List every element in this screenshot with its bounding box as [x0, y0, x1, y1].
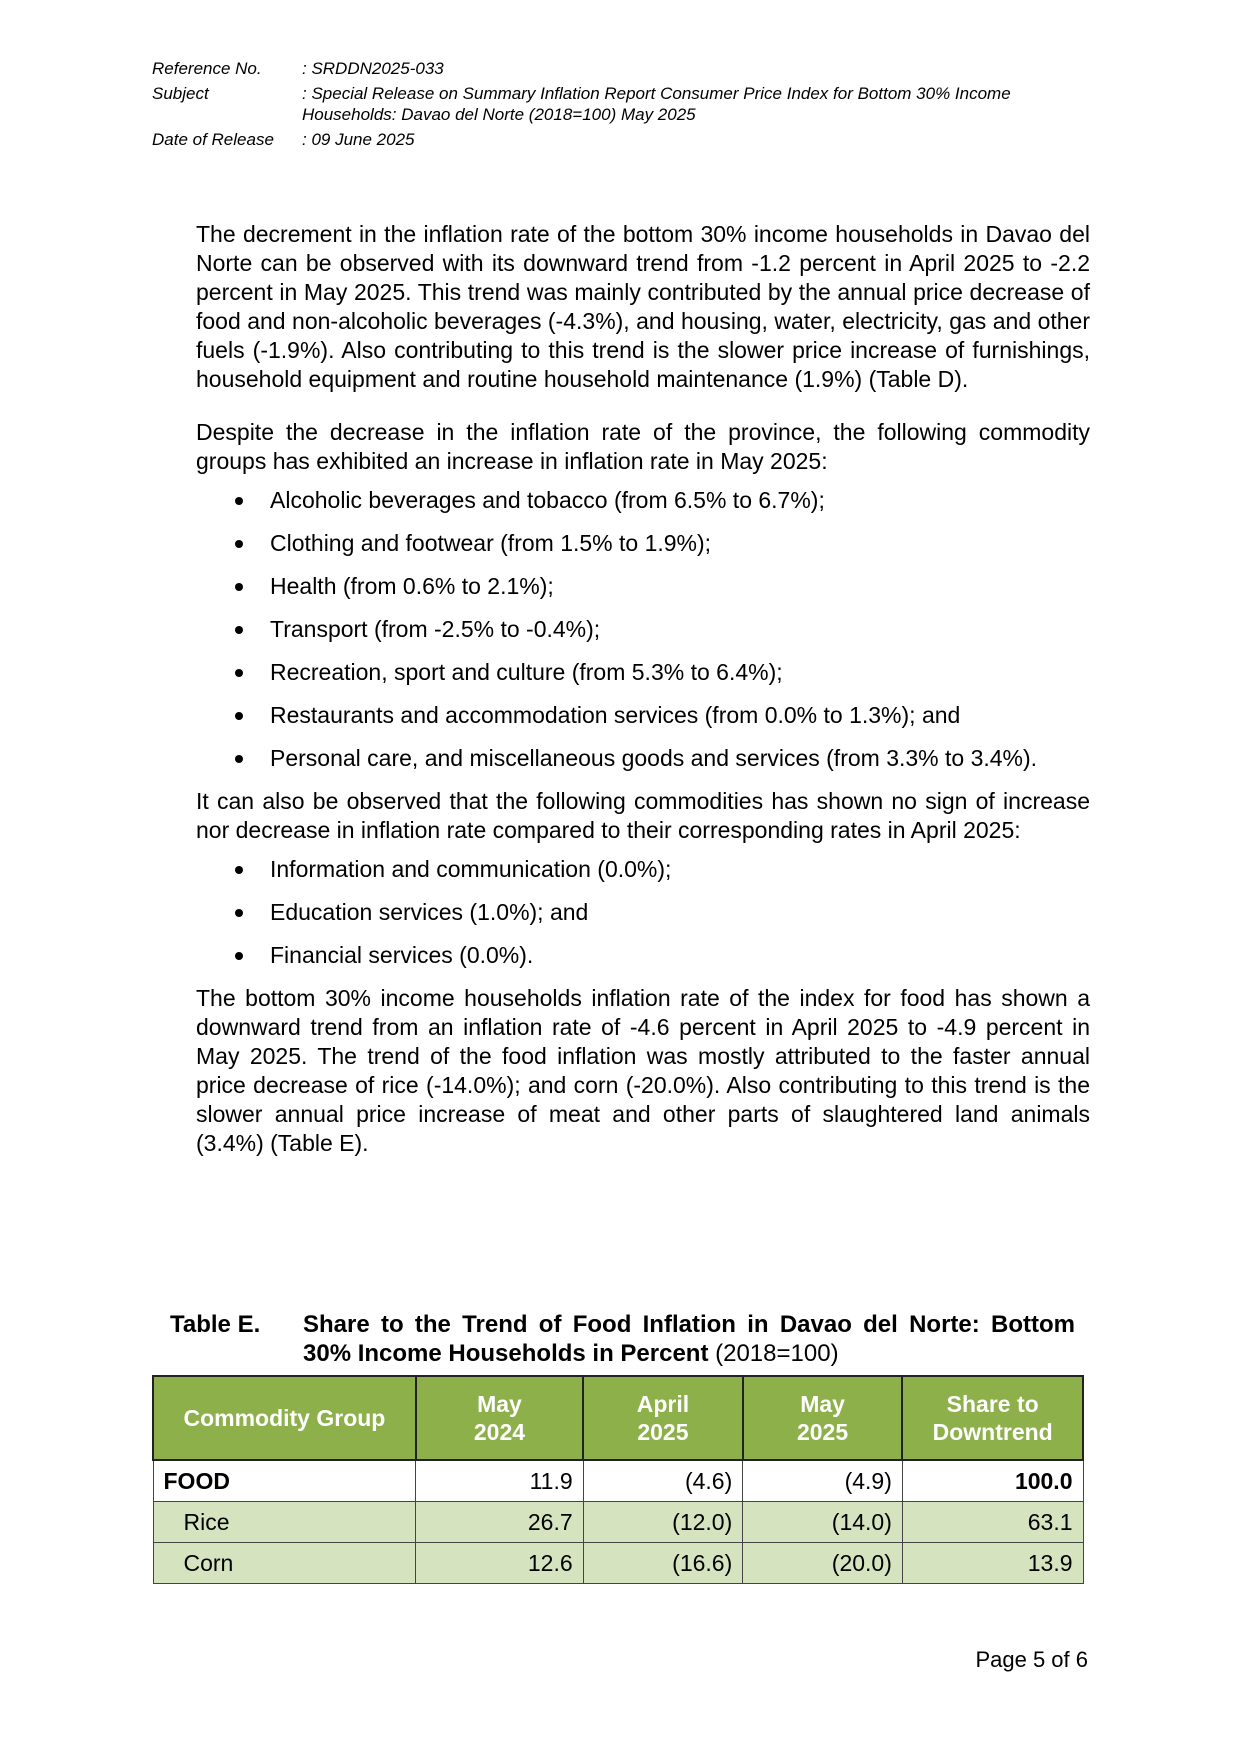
bullet-icon — [235, 669, 243, 677]
cell-may-2025: (20.0) — [743, 1543, 903, 1584]
table-title — [170, 1310, 1075, 1368]
row-name: FOOD — [153, 1460, 416, 1502]
cell-share: 100.0 — [902, 1460, 1083, 1502]
bullet-icon — [235, 626, 243, 634]
bullet-icon — [235, 952, 243, 960]
table-row — [153, 1460, 1083, 1502]
list-item: Restaurants and accommodation services (from 0.0% to 1.3%); and — [196, 701, 1090, 730]
cell-share: 63.1 — [902, 1502, 1083, 1543]
food-inflation-table — [152, 1375, 1084, 1584]
reference-label: Reference No. — [152, 59, 262, 78]
list-item: Alcoholic beverages and tobacco (from 6.5% to 6.7%); — [196, 486, 1090, 515]
bullet-icon — [235, 497, 243, 505]
list-item: Education services (1.0%); and — [196, 898, 1090, 927]
cell-may-2024: 26.7 — [416, 1502, 583, 1543]
unchanged-list — [196, 855, 1090, 970]
bullet-icon — [235, 540, 243, 548]
paragraph-3: It can also be observed that the following commodities has shown no sign of increase nor decrease in inflation rate compared to their corresponding rates in April 2025: — [196, 788, 1090, 843]
header-may-2025: May 2025 — [743, 1376, 903, 1460]
cell-may-2025: (14.0) — [743, 1502, 903, 1543]
bullet-icon — [235, 583, 243, 591]
list-item: Financial services (0.0%). — [196, 941, 1090, 970]
list-item: Information and communication (0.0%); — [196, 855, 1090, 884]
bullet-icon — [235, 909, 243, 917]
subject-value: : Special Release on Summary Inflation Report Consumer Price Index for Bottom 30% Income Households: Davao del Norte (2018=100) May 2025 — [302, 84, 1011, 124]
document-header — [152, 58, 1072, 154]
list-item: Recreation, sport and culture (from 5.3% to 6.4%); — [196, 658, 1090, 687]
release-row — [152, 129, 1072, 150]
list-item: Clothing and footwear (from 1.5% to 1.9%); — [196, 529, 1090, 558]
page-number: Page 5 of 6 — [975, 1647, 1088, 1672]
header-commodity-group: Commodity Group — [153, 1376, 416, 1460]
table-caption: Share to the Trend of Food Inflation in Davao del Norte: Bottom 30% Income Households in Percent (2018=100) — [303, 1311, 1075, 1367]
table-row — [153, 1543, 1083, 1584]
bullet-icon — [235, 755, 243, 763]
paragraph-2: Despite the decrease in the inflation rate of the province, the following commodity groups has exhibited an increase in inflation rate in May 2025: — [196, 419, 1090, 474]
cell-may-2025: (4.9) — [743, 1460, 903, 1502]
header-may-2024: May 2024 — [416, 1376, 583, 1460]
table-row — [153, 1502, 1083, 1543]
document-body — [196, 220, 1090, 1158]
row-name: Rice — [153, 1502, 416, 1543]
release-label: Date of Release — [152, 130, 274, 149]
row-name: Corn — [153, 1543, 416, 1584]
table-header-row — [153, 1376, 1083, 1460]
table-label: Table E. — [170, 1311, 261, 1338]
release-value: : 09 June 2025 — [302, 130, 415, 149]
header-april-2025: April 2025 — [583, 1376, 743, 1460]
paragraph-1: The decrement in the inflation rate of the bottom 30% income households in Davao del Norte can be observed with its downward trend from -1.2 percent in April 2025 to -2.2 percent in May 2025. This trend was mainly contributed by the annual price decrease of food and non-alcoholic beverages (-4.3%), and housing, water, electricity, gas and other fuels (-1.9%). Also contributing to this trend is the slower price increase of furnishings, household equipment and routine household maintenance (1.9%) (Table D). — [196, 221, 1090, 392]
bullet-icon — [235, 866, 243, 874]
list-item: Health (from 0.6% to 2.1%); — [196, 572, 1090, 601]
reference-row — [152, 58, 1072, 79]
cell-share: 13.9 — [902, 1543, 1083, 1584]
increase-list — [196, 486, 1090, 773]
cell-may-2024: 12.6 — [416, 1543, 583, 1584]
paragraph-4: The bottom 30% income households inflation rate of the index for food has shown a downward trend from an inflation rate of -4.6 percent in April 2025 to -4.9 percent in May 2025. The trend of the food inflation was mostly attributed to the faster annual price decrease of rice (-14.0%); and corn (-20.0%). Also contributing to this trend is the slower annual price increase of meat and other parts of slaughtered land animals (3.4%) (Table E). — [196, 985, 1090, 1156]
cell-may-2024: 11.9 — [416, 1460, 583, 1502]
list-item: Transport (from -2.5% to -0.4%); — [196, 615, 1090, 644]
subject-label: Subject — [152, 84, 209, 103]
reference-value: : SRDDN2025-033 — [302, 59, 444, 78]
list-item: Personal care, and miscellaneous goods and services (from 3.3% to 3.4%). — [196, 744, 1090, 773]
cell-april-2025: (16.6) — [583, 1543, 743, 1584]
bullet-icon — [235, 712, 243, 720]
subject-row — [152, 83, 1072, 125]
cell-april-2025: (4.6) — [583, 1460, 743, 1502]
header-share-to-downtrend: Share to Downtrend — [902, 1376, 1083, 1460]
cell-april-2025: (12.0) — [583, 1502, 743, 1543]
